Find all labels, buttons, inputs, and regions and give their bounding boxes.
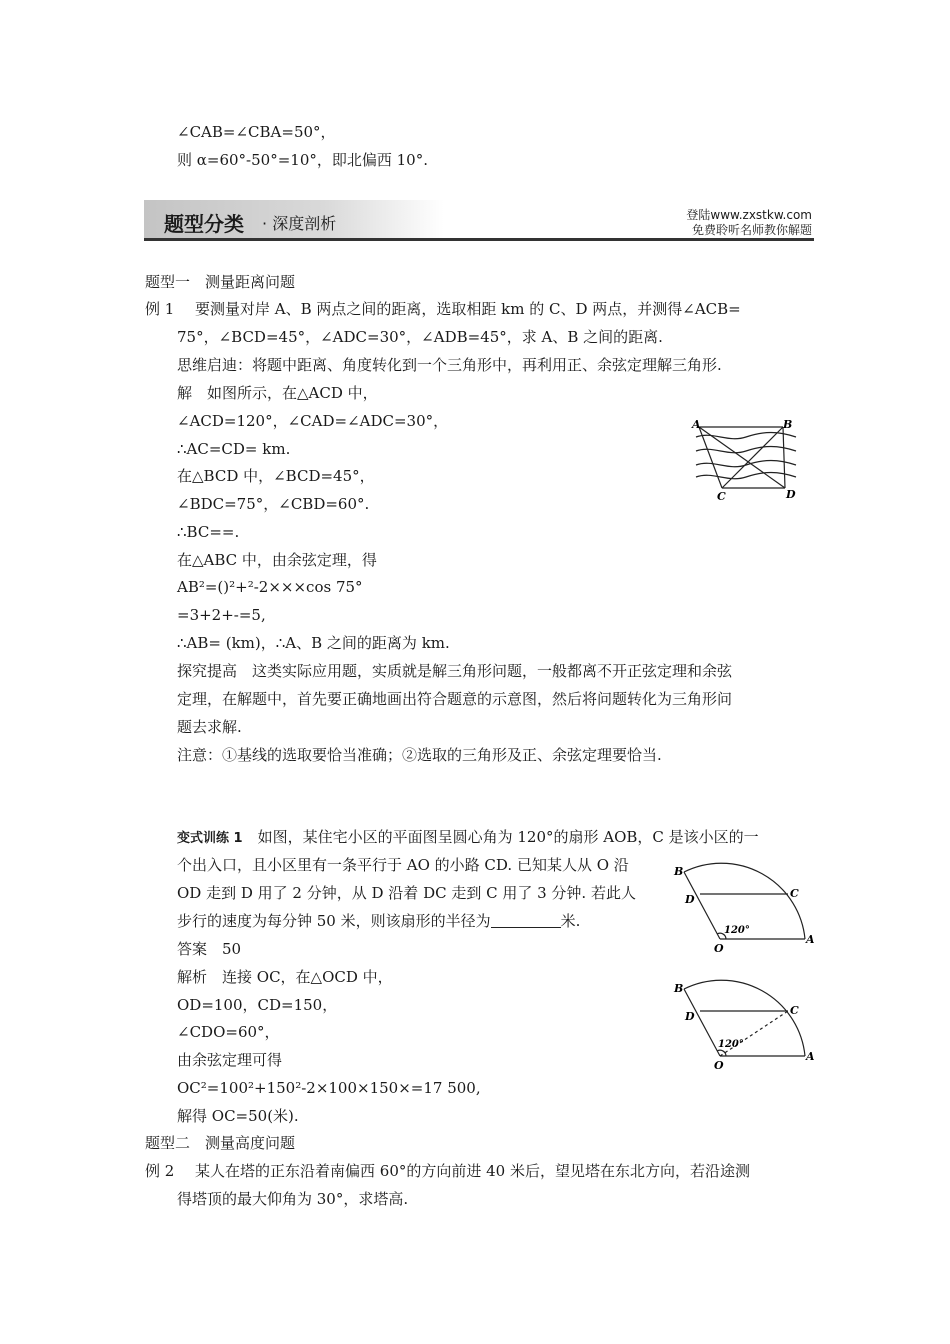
example-text: 75°，∠BCD=45°，∠ADC=30°，∠ADB=45°，求 A、B 之间的距离. bbox=[177, 328, 663, 346]
variant-tag: 变式训练 1 bbox=[177, 831, 243, 846]
banner-site: 登陆www.zxstkw.com bbox=[686, 208, 812, 222]
label-b: B bbox=[674, 865, 684, 878]
note-text: 注意：①基线的选取要恰当准确；②选取的三角形及正、余弦定理要恰当. bbox=[177, 746, 662, 764]
label-d: D bbox=[786, 488, 796, 501]
solution-line: =3+2+-=5, bbox=[177, 606, 266, 624]
banner-subtitle-text: 深度剖析 bbox=[272, 214, 337, 233]
banner-subtitle bbox=[262, 211, 336, 234]
solution-line: ∠BDC=75°，∠CBD=60°. bbox=[177, 495, 370, 513]
analysis-line: 由余弦定理可得 bbox=[177, 1051, 283, 1069]
label-c: C bbox=[717, 490, 726, 503]
text-line: ∠CAB=∠CBA=50°， bbox=[177, 123, 336, 141]
sector-figure bbox=[670, 855, 818, 955]
answer-blank bbox=[491, 913, 561, 928]
variant-line bbox=[177, 827, 759, 849]
river-wave bbox=[696, 447, 796, 453]
variant-line: 个出入口，且小区里有一条平行于 AO 的小路 CD. 已知某人从 O 沿 bbox=[177, 856, 629, 874]
label-c: C bbox=[790, 1004, 799, 1017]
example-text: 得塔顶的最大仰角为 30°，求塔高. bbox=[177, 1190, 409, 1208]
label-d: D bbox=[685, 1010, 695, 1023]
label-a: A bbox=[692, 418, 701, 431]
variant-line bbox=[177, 911, 580, 931]
river-wave bbox=[696, 433, 796, 439]
solution-line: ∴AC=CD= km. bbox=[177, 440, 291, 458]
solution-line: 在△ABC 中，由余弦定理，得 bbox=[177, 551, 377, 569]
label-a: A bbox=[806, 933, 815, 946]
label-o: O bbox=[714, 942, 724, 955]
label-c: C bbox=[790, 887, 799, 900]
analysis-line: 解得 OC=50(米). bbox=[177, 1107, 299, 1125]
label-d: D bbox=[685, 893, 695, 906]
variant-text: 步行的速度为每分钟 50 米，则该扇形的半径为 bbox=[177, 912, 491, 930]
solution-line: ∴BC==. bbox=[177, 523, 240, 541]
banner-title: 题型分类 bbox=[164, 212, 244, 236]
variant-text: 如图，某住宅小区的平面图呈圆心角为 120°的扇形 AOB，C 是该小区的一 bbox=[257, 828, 759, 846]
example-label: 例 1 bbox=[145, 300, 175, 318]
section-heading: 题型二 测量高度问题 bbox=[145, 1134, 296, 1152]
solution-line: 在△BCD 中，∠BCD=45°， bbox=[177, 467, 375, 485]
analysis-line: ∠CDO=60°， bbox=[177, 1023, 280, 1041]
solution-line: 解 如图所示，在△ACD 中， bbox=[177, 384, 378, 402]
example-label: 例 2 bbox=[145, 1162, 175, 1180]
label-o: O bbox=[714, 1059, 724, 1072]
variant-text: 米. bbox=[560, 912, 581, 930]
arc-ab bbox=[684, 980, 805, 1056]
banner-dot: · bbox=[262, 214, 268, 233]
label-b: B bbox=[783, 418, 793, 431]
analysis-line: OD=100，CD=150， bbox=[177, 996, 338, 1014]
line-bd bbox=[783, 427, 785, 488]
analysis-line: 解析 连接 OC，在△OCD 中， bbox=[177, 968, 393, 986]
example-text: 要测量对岸 A、B 两点之间的距离，选取相距 km 的 C、D 两点，并测得∠ACB= bbox=[195, 300, 741, 318]
banner-slogan: 免费聆听名师教你解题 bbox=[691, 223, 812, 237]
variant-line: OD 走到 D 用了 2 分钟，从 D 沿着 DC 走到 C 用了 3 分钟. 若此人 bbox=[177, 884, 636, 902]
text-line: 则 α=60°-50°=10°，即北偏西 10°. bbox=[177, 151, 428, 169]
label-b: B bbox=[674, 982, 684, 995]
solution-line: AB²=()²+²-2×××cos 75° bbox=[177, 578, 363, 596]
analysis-line: OC²=100²+150²-2×100×150×=17 500, bbox=[177, 1079, 481, 1097]
angle-label: 120° bbox=[724, 925, 750, 936]
section-heading: 题型一 测量距离问题 bbox=[145, 273, 296, 291]
example-text: 某人在塔的正东沿着南偏西 60°的方向前进 40 米后，望见塔在东北方向，若沿途测 bbox=[195, 1162, 750, 1180]
banner-rule bbox=[144, 238, 814, 241]
solution-line: ∠ACD=120°，∠CAD=∠ADC=30°， bbox=[177, 412, 449, 430]
solution-line: ∴AB= (km)，∴A、B 之间的距离为 km. bbox=[177, 634, 450, 652]
hint-text: 思维启迪：将题中距离、角度转化到一个三角形中，再利用正、余弦定理解三角形. bbox=[177, 356, 722, 374]
explore-text: 探究提高 这类实际应用题，实质就是解三角形问题，一般都离不开正弦定理和余弦 bbox=[177, 662, 733, 680]
angle-label: 120° bbox=[718, 1039, 744, 1050]
river-wave bbox=[696, 473, 796, 479]
answer-line: 答案 50 bbox=[177, 940, 242, 958]
section-banner bbox=[144, 200, 814, 240]
explore-text: 题去求解. bbox=[177, 718, 242, 736]
explore-text: 定理，在解题中，首先要正确地画出符合题意的示意图，然后将问题转化为三角形问 bbox=[177, 690, 733, 708]
label-a: A bbox=[806, 1050, 815, 1063]
sector-figure-oc bbox=[670, 972, 818, 1072]
river-figure bbox=[688, 415, 808, 505]
